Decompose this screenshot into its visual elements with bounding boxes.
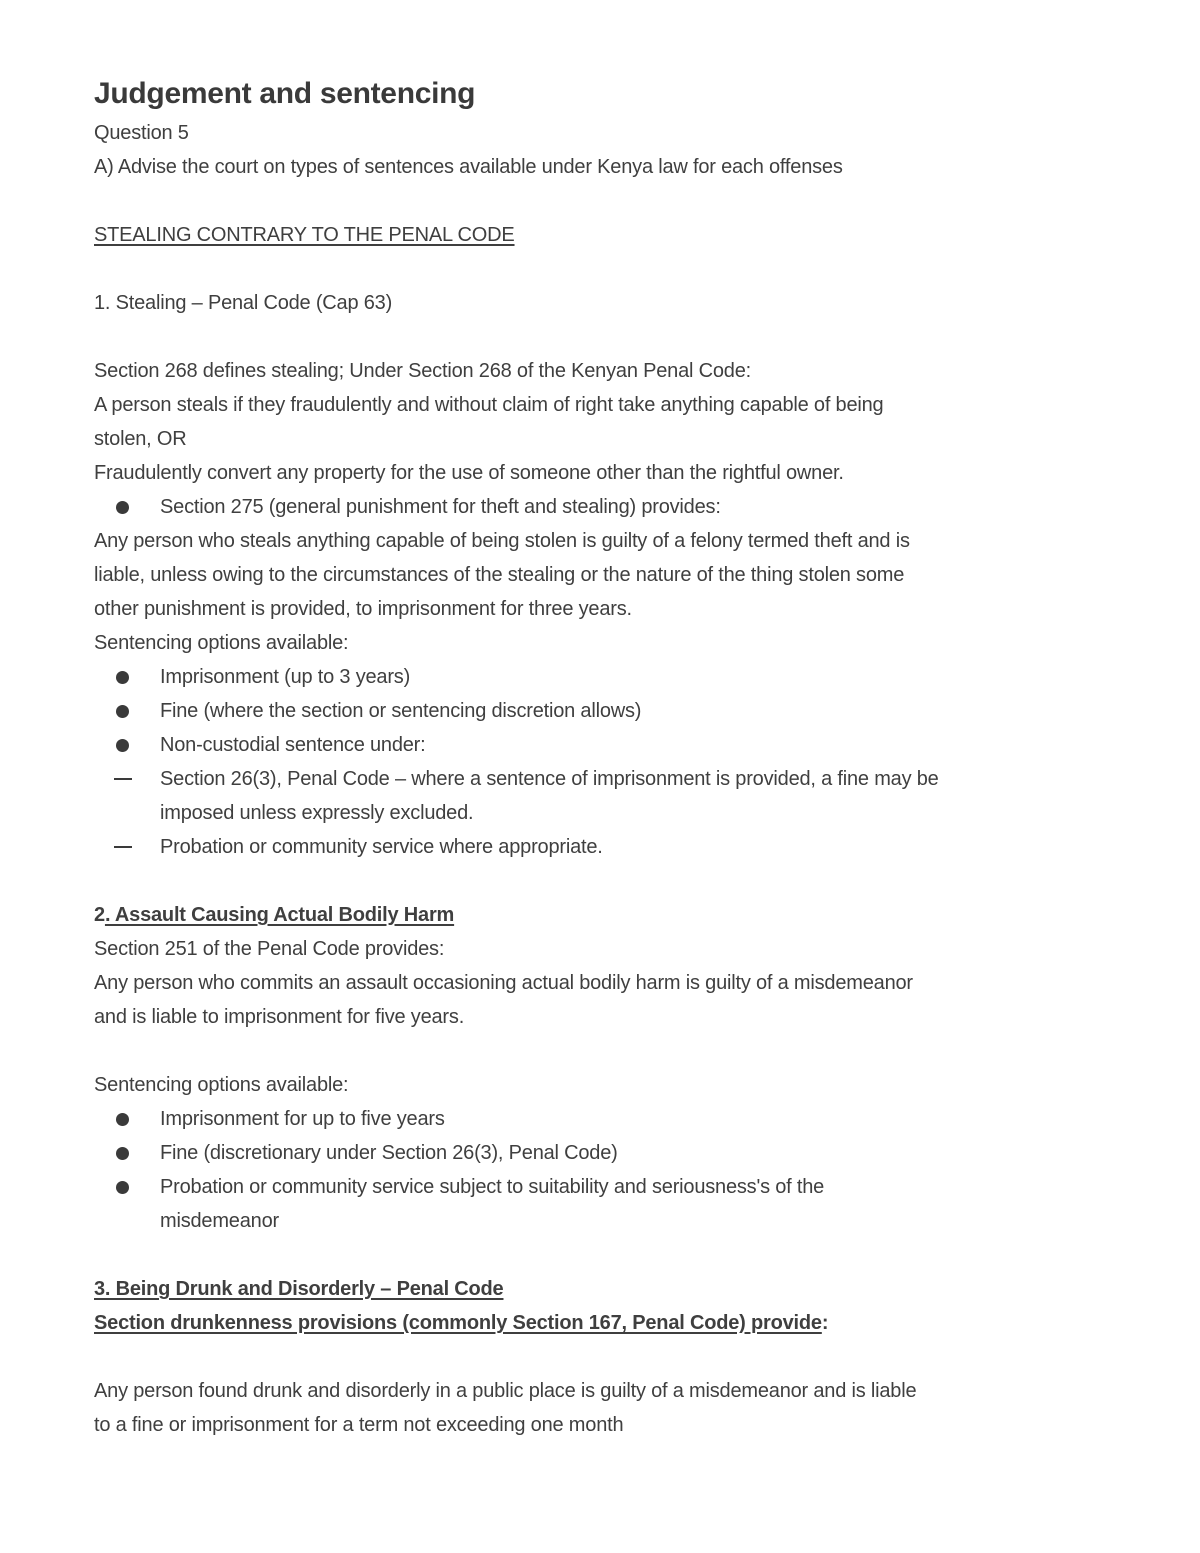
doc-title: Judgement and sentencing bbox=[94, 77, 476, 110]
assault-heading bbox=[94, 898, 1114, 932]
option-text: Non-custodial sentence under: bbox=[160, 734, 426, 756]
list-item bbox=[94, 1136, 1114, 1170]
document-page bbox=[94, 72, 1114, 1442]
option-text: imposed unless expressly excluded. bbox=[160, 802, 474, 824]
list-item bbox=[94, 728, 1114, 762]
spacer bbox=[94, 320, 1114, 354]
option-text: Imprisonment for up to five years bbox=[160, 1108, 445, 1130]
option-text: misdemeanor bbox=[160, 1210, 279, 1232]
bullet-icon bbox=[116, 501, 129, 514]
question-prompt: A) Advise the court on types of sentences available under Kenya law for each offenses bbox=[94, 156, 843, 178]
bullet-icon bbox=[116, 739, 129, 752]
option-text: Fine (discretionary under Section 26(3), Penal Code) bbox=[160, 1142, 618, 1164]
section-275-text: Section 275 (general punishment for theft and stealing) provides: bbox=[160, 496, 721, 518]
assault-para-1: Section 251 of the Penal Code provides: bbox=[94, 938, 445, 960]
dash-icon bbox=[114, 846, 132, 848]
spacer bbox=[94, 184, 1114, 218]
stealing-para-3: Fraudulently convert any property for the use of someone other than the rightful owner. bbox=[94, 462, 844, 484]
question-label: Question 5 bbox=[94, 122, 189, 144]
drunk-subheading bbox=[94, 1306, 1114, 1340]
stealing-options-label: Sentencing options available: bbox=[94, 632, 349, 654]
option-text: Section 26(3), Penal Code – where a sentence of imprisonment is provided, a fine may be bbox=[160, 768, 939, 790]
bullet-icon bbox=[116, 1113, 129, 1126]
spacer bbox=[94, 1340, 1114, 1374]
spacer bbox=[94, 1034, 1114, 1068]
assault-para-2b: and is liable to imprisonment for five years. bbox=[94, 1006, 465, 1028]
stealing-para-2a: A person steals if they fraudulently and without claim of right take anything capable of being bbox=[94, 394, 884, 416]
list-item bbox=[94, 694, 1114, 728]
stealing-para-4a: Any person who steals anything capable of being stolen is guilty of a felony termed theft and is bbox=[94, 530, 910, 552]
list-item bbox=[94, 490, 1114, 524]
bullet-icon bbox=[116, 671, 129, 684]
dash-icon bbox=[114, 778, 132, 780]
stealing-para-2b: stolen, OR bbox=[94, 428, 187, 450]
stealing-heading: 1. Stealing – Penal Code (Cap 63) bbox=[94, 292, 393, 314]
spacer bbox=[94, 252, 1114, 286]
stealing-para-1: Section 268 defines stealing; Under Section 268 of the Kenyan Penal Code: bbox=[94, 360, 751, 382]
list-item bbox=[94, 762, 1114, 830]
bullet-icon bbox=[116, 705, 129, 718]
list-item bbox=[94, 1102, 1114, 1136]
drunk-subheading-text: Section drunkenness provisions (commonly Section 167, Penal Code) provide bbox=[94, 1312, 822, 1334]
option-text: Fine (where the section or sentencing discretion allows) bbox=[160, 700, 642, 722]
drunk-para-1b: to a fine or imprisonment for a term not exceeding one month bbox=[94, 1414, 624, 1436]
spacer bbox=[94, 1238, 1114, 1272]
drunk-para-1a: Any person found drunk and disorderly in a public place is guilty of a misdemeanor and is liable bbox=[94, 1380, 917, 1402]
list-item bbox=[94, 830, 1114, 864]
list-item bbox=[94, 1170, 1114, 1238]
drunk-heading: 3. Being Drunk and Disorderly – Penal Code bbox=[94, 1278, 504, 1300]
assault-options-label: Sentencing options available: bbox=[94, 1074, 349, 1096]
drunk-subheading-colon: : bbox=[821, 1312, 829, 1334]
spacer bbox=[94, 864, 1114, 898]
option-text: Probation or community service where appropriate. bbox=[160, 836, 603, 858]
list-item bbox=[94, 660, 1114, 694]
option-text: Imprisonment (up to 3 years) bbox=[160, 666, 411, 688]
stealing-para-4c: other punishment is provided, to imprisonment for three years. bbox=[94, 598, 632, 620]
stealing-para-4b: liable, unless owing to the circumstances of the stealing or the nature of the thing stolen some bbox=[94, 564, 905, 586]
bullet-icon bbox=[116, 1181, 129, 1194]
option-text: Probation or community service subject to suitability and seriousness's of the bbox=[160, 1176, 825, 1198]
assault-heading-number: 2 bbox=[94, 904, 105, 926]
assault-heading-text: . Assault Causing Actual Bodily Harm bbox=[104, 904, 455, 926]
assault-para-2a: Any person who commits an assault occasioning actual bodily harm is guilty of a misdemeanor bbox=[94, 972, 913, 994]
bullet-icon bbox=[116, 1147, 129, 1160]
section-heading: STEALING CONTRARY TO THE PENAL CODE bbox=[94, 224, 515, 246]
